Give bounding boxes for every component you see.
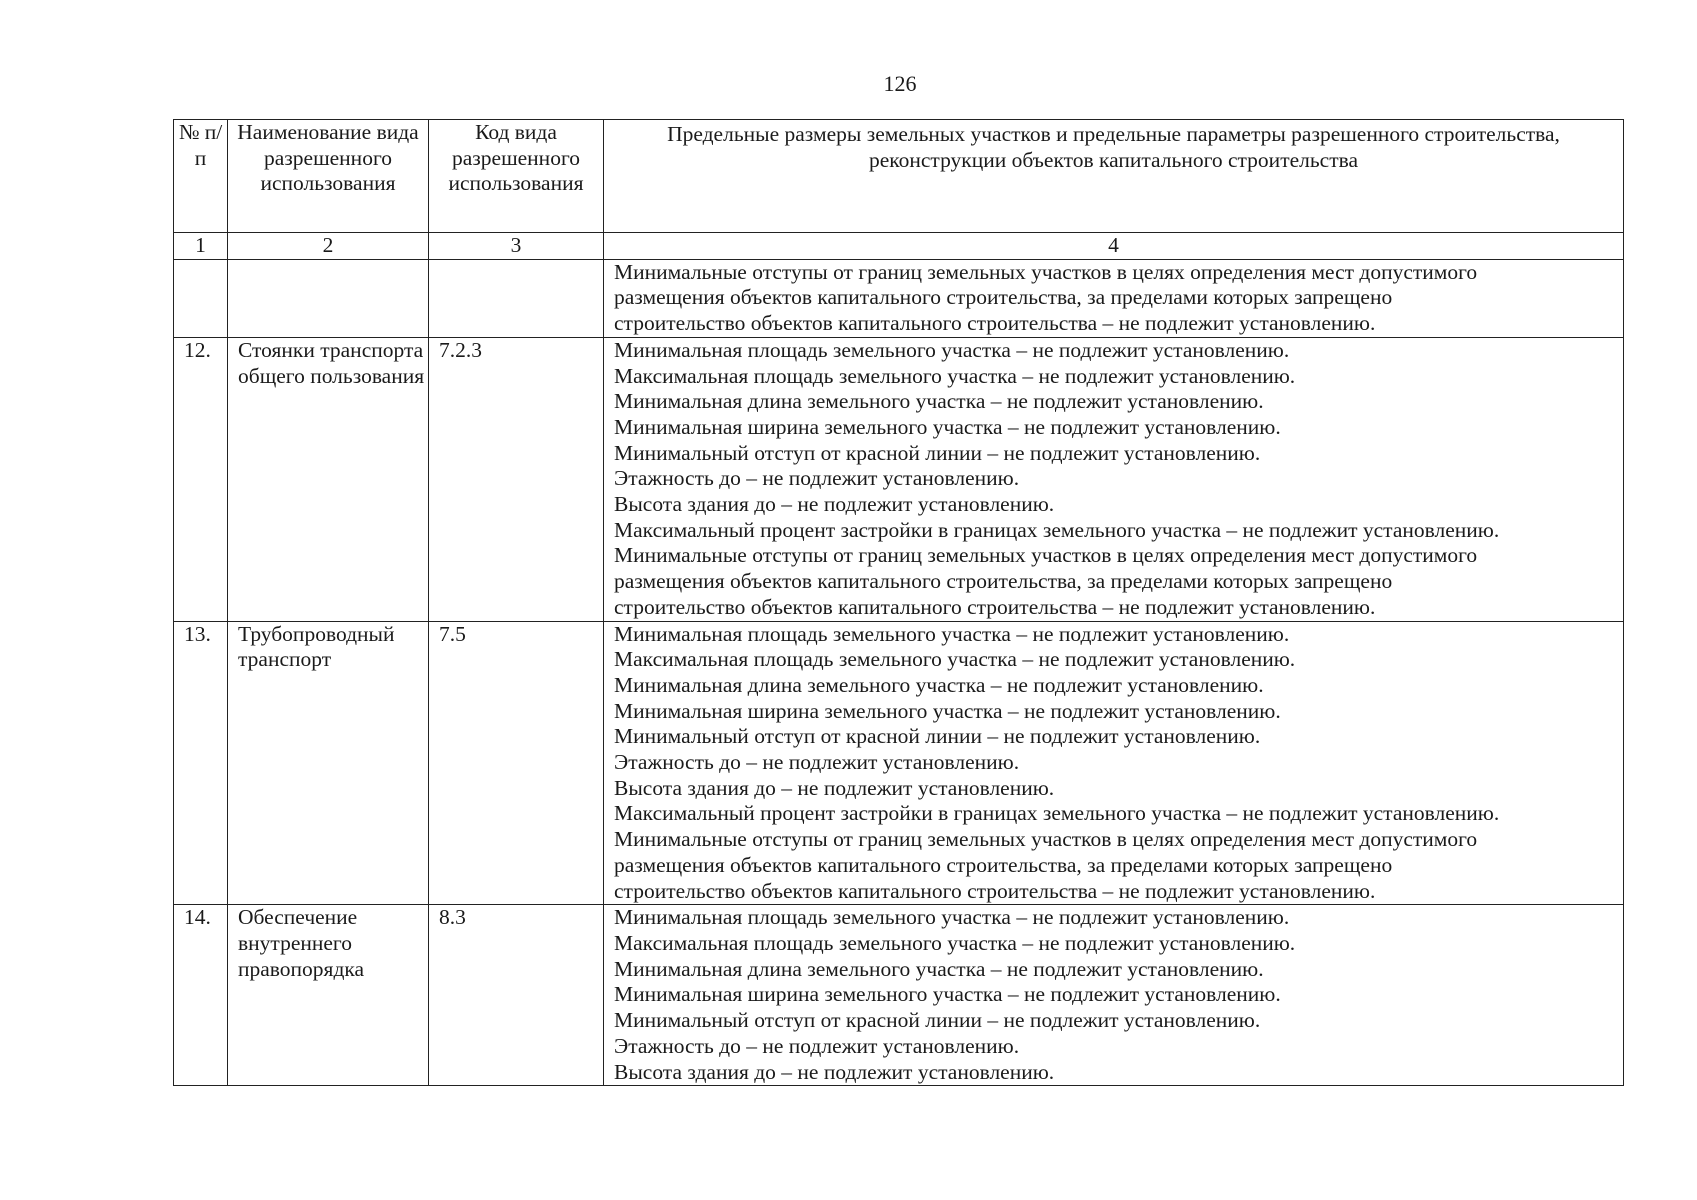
land-use-parameters-table xyxy=(173,119,1624,1086)
param-line: Максимальная площадь земельного участка – не подлежит установлению. xyxy=(614,647,1296,672)
continuation-row xyxy=(174,259,1624,337)
param-line: Максимальная площадь земельного участка – не подлежит установлению. xyxy=(614,930,1296,955)
param-line: Минимальная длина земельного участка – не подлежит установлению. xyxy=(614,956,1264,981)
header-params: Предельные размеры земельных участков и предельные параметры разрешенного строительства, реконструкции объектов капитального строительства xyxy=(604,120,1624,233)
param-line: Высота здания до – не подлежит установлению. xyxy=(614,775,1055,800)
param-line: Минимальные отступы от границ земельных участков в целях определения мест допустимого xyxy=(614,543,1478,568)
param-line: Высота здания до – не подлежит установлению. xyxy=(614,492,1055,517)
param-line: строительство объектов капитального строительства – не подлежит установлению. xyxy=(614,878,1376,903)
param-line: Высота здания до – не подлежит установлению. xyxy=(614,1059,1055,1084)
cell-params xyxy=(604,905,1624,1086)
cell-params xyxy=(604,621,1624,905)
cell-params xyxy=(604,259,1624,337)
param-line: Минимальные отступы от границ земельных участков в целях определения мест допустимого xyxy=(614,827,1478,852)
param-line: Минимальная длина земельного участка – не подлежит установлению. xyxy=(614,672,1264,697)
param-line: Минимальная длина земельного участка – не подлежит установлению. xyxy=(614,389,1264,414)
param-line: Минимальная ширина земельного участка – не подлежит установлению. xyxy=(614,982,1281,1007)
table-row xyxy=(174,337,1624,621)
param-line: строительство объектов капитального строительства – не подлежит установлению. xyxy=(614,594,1376,619)
header-name: Наименование вида разрешенного использования xyxy=(228,120,429,233)
param-line: Максимальная площадь земельного участка – не подлежит установлению. xyxy=(614,363,1296,388)
cell-code xyxy=(429,259,604,337)
header-num: № п/п xyxy=(174,120,228,233)
param-line: Этажность до – не подлежит установлению. xyxy=(614,466,1020,491)
param-line: Минимальный отступ от красной линии – не подлежит установлению. xyxy=(614,440,1261,465)
param-line: Этажность до – не подлежит установлению. xyxy=(614,1033,1020,1058)
param-line: Максимальный процент застройки в границах земельного участка – не подлежит установлению. xyxy=(614,801,1500,826)
cell-code: 8.3 xyxy=(429,905,604,1086)
param-line: размещения объектов капитального строительства, за пределами которых запрещено xyxy=(614,852,1393,877)
cell-num xyxy=(174,259,228,337)
param-line: размещения объектов капитального строительства, за пределами которых запрещено xyxy=(614,569,1393,594)
param-line: Этажность до – не подлежит установлению. xyxy=(614,750,1020,775)
param-line: Минимальная площадь земельного участка – не подлежит установлению. xyxy=(614,337,1290,362)
column-number-row xyxy=(174,233,1624,260)
param-line: Минимальная ширина земельного участка – не подлежит установлению. xyxy=(614,698,1281,723)
param-line: Минимальная ширина земельного участка – не подлежит установлению. xyxy=(614,414,1281,439)
param-line: Минимальный отступ от красной линии – не подлежит установлению. xyxy=(614,724,1261,749)
cell-name: Трубопроводный транспорт xyxy=(228,621,429,905)
column-number: 1 xyxy=(174,233,228,260)
cell-code: 7.2.3 xyxy=(429,337,604,621)
table-row xyxy=(174,905,1624,1086)
column-number: 3 xyxy=(429,233,604,260)
page-number: 126 xyxy=(883,71,917,96)
param-line: Минимальная площадь земельного участка – не подлежит установлению. xyxy=(614,621,1290,646)
cell-params xyxy=(604,337,1624,621)
cell-code: 7.5 xyxy=(429,621,604,905)
header-code: Код вида разрешенного использования xyxy=(429,120,604,233)
param-line: Минимальная площадь земельного участка – не подлежит установлению. xyxy=(614,905,1290,930)
table-header-row xyxy=(174,120,1624,233)
cell-num: 12. xyxy=(174,337,228,621)
param-line: Максимальный процент застройки в границах земельного участка – не подлежит установлению. xyxy=(614,517,1500,542)
param-line: Минимальный отступ от красной линии – не подлежит установлению. xyxy=(614,1008,1261,1033)
column-number: 2 xyxy=(228,233,429,260)
table-row xyxy=(174,621,1624,905)
column-number: 4 xyxy=(604,233,1624,260)
cell-name: Стоянки транспорта общего пользования xyxy=(228,337,429,621)
param-line: Минимальные отступы от границ земельных участков в целях определения мест допустимого xyxy=(614,259,1478,284)
param-line: размещения объектов капитального строительства, за пределами которых запрещено xyxy=(614,285,1393,310)
param-line: строительство объектов капитального строительства – не подлежит установлению. xyxy=(614,311,1376,336)
cell-num: 14. xyxy=(174,905,228,1086)
cell-name: Обеспечение внутреннего правопорядка xyxy=(228,905,429,1086)
cell-name xyxy=(228,259,429,337)
cell-num: 13. xyxy=(174,621,228,905)
